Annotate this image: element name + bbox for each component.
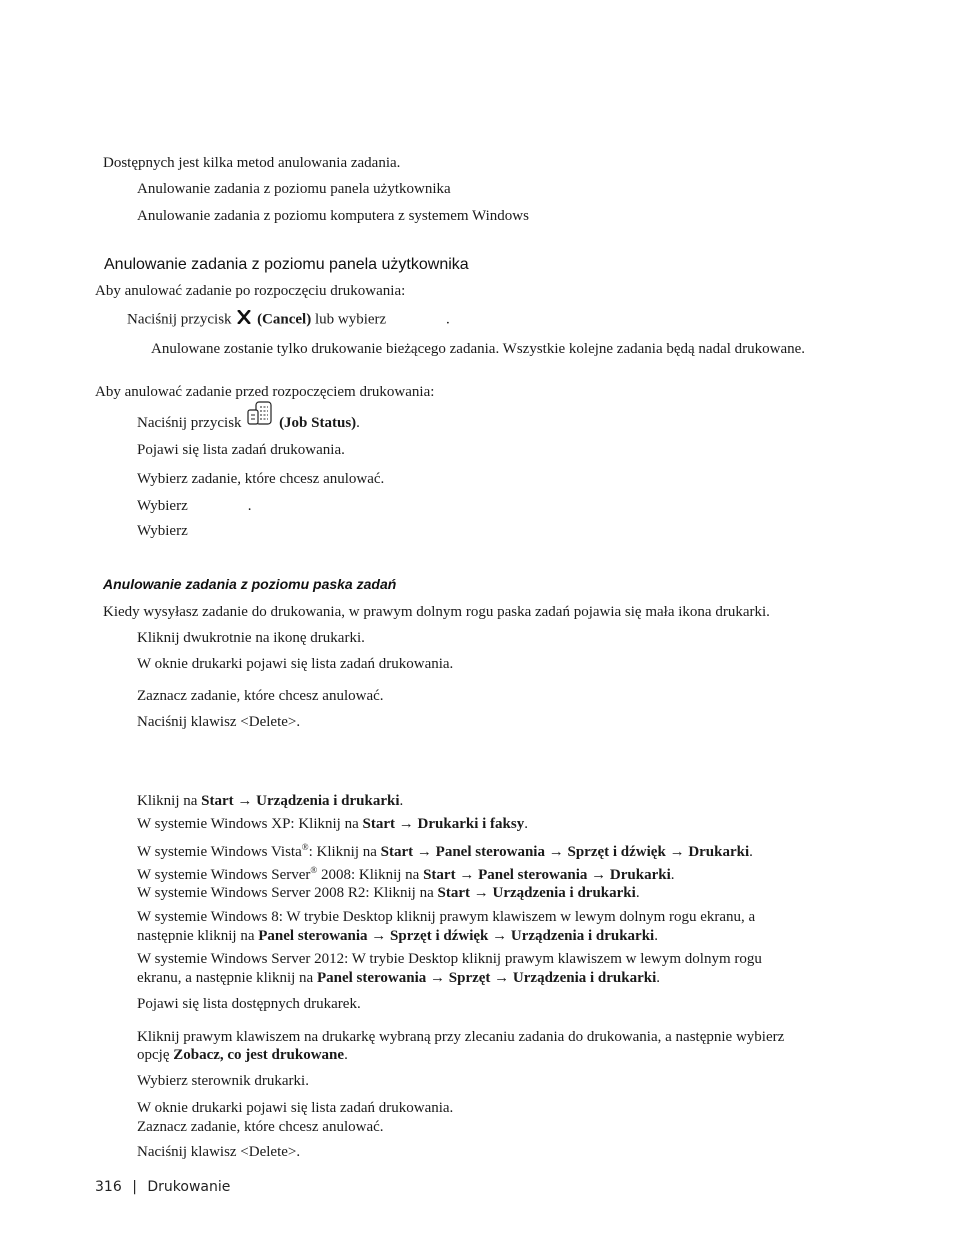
select-job-step-2: Zaznacz zadanie, które chcesz anulować. bbox=[137, 1119, 384, 1135]
winxp-step: W systemie Windows XP: Kliknij na Start → Drukarki i faksy. bbox=[137, 816, 528, 832]
job-status-step-end: . bbox=[356, 415, 360, 431]
before-print-lead: Aby anulować zadanie przed rozpoczęciem drukowania: bbox=[95, 384, 435, 400]
cancel-step-end: . bbox=[445, 311, 450, 328]
job-status-step bbox=[137, 414, 360, 433]
server2012-step-line-1: W systemie Windows Server 2012: W trybie Desktop kliknij prawym klawiszem w lewym dolnym rogu bbox=[137, 951, 762, 967]
select-confirm-step: Wybierz bbox=[137, 523, 188, 539]
select-job-step: Wybierz zadanie, które chcesz anulować. bbox=[137, 471, 385, 487]
taskbar-step-1-result: W oknie drukarki pojawi się lista zadań drukowania. bbox=[137, 656, 454, 672]
cancel-step-post: lub wybierz bbox=[314, 311, 387, 328]
vista-step: W systemie Windows Vista®: Kliknij na Start → Panel sterowania → Sprzęt i dźwięk → Drukarki. bbox=[137, 842, 753, 860]
job-status-step-pre: Naciśnij przycisk bbox=[137, 415, 242, 431]
section-heading-panel: Anulowanie zadania z poziomu panela użytkownika bbox=[104, 256, 469, 273]
cancel-step bbox=[127, 310, 450, 330]
printer-list-result: Pojawi się lista dostępnych drukarek. bbox=[137, 996, 361, 1012]
right-click-step-line-2: opcję Zobacz, co jest drukowane. bbox=[137, 1047, 348, 1063]
job-status-icon bbox=[245, 401, 275, 433]
win8-step-line-2: następnie kliknij na Panel sterowania → Sprzęt i dźwięk → Urządzenia i drukarki. bbox=[137, 928, 658, 944]
section-heading-taskbar: Anulowanie zadania z poziomu paska zadań bbox=[103, 576, 397, 592]
cancel-note: Anulowane zostanie tylko drukowanie bieżącego zadania. Wszystkie kolejne zadania będą nadal drukowane. bbox=[151, 341, 806, 357]
right-click-step-line-1: Kliknij prawym klawiszem na drukarkę wybraną przy zlecaniu zadania do drukowania, a następnie wybierz bbox=[137, 1029, 785, 1045]
job-status-button-label: (Job Status) bbox=[279, 415, 357, 431]
footer-separator: | bbox=[132, 1179, 137, 1195]
server2008-step: W systemie Windows Server® 2008: Kliknij na Start → Panel sterowania → Drukarki. bbox=[137, 865, 675, 883]
intro-text: Dostępnych jest kilka metod anulowania zadania. bbox=[103, 155, 401, 171]
select-driver-step: Wybierz sterownik drukarki. bbox=[137, 1073, 309, 1089]
cancel-step-pre: Naciśnij przycisk bbox=[127, 311, 232, 328]
cancel-button-label: (Cancel) bbox=[257, 311, 312, 328]
job-list-result: Pojawi się lista zadań drukowania. bbox=[137, 442, 345, 458]
taskbar-lead: Kiedy wysyłasz zadanie do drukowania, w prawym dolnym rogu paska zadań pojawia się mała ikona drukarki. bbox=[103, 604, 770, 620]
chapter-title: Drukowanie bbox=[147, 1179, 231, 1195]
intro-item-panel: Anulowanie zadania z poziomu panela użytkownika bbox=[137, 181, 451, 197]
taskbar-step-3: Naciśnij klawisz <Delete>. bbox=[137, 714, 301, 730]
select-option-step: Wybierz . bbox=[137, 498, 252, 514]
taskbar-step-1: Kliknij dwukrotnie na ikonę drukarki. bbox=[137, 630, 365, 646]
select-driver-result: W oknie drukarki pojawi się lista zadań drukowania. bbox=[137, 1100, 454, 1116]
win7-step: Kliknij na Start → Urządzenia i drukarki. bbox=[137, 793, 404, 809]
cancel-x-icon bbox=[237, 310, 251, 330]
win8-step-line-1: W systemie Windows 8: W trybie Desktop kliknij prawym klawiszem w lewym dolnym rogu ekranu, a bbox=[137, 909, 756, 925]
page-number: 316 bbox=[95, 1179, 122, 1195]
during-print-lead: Aby anulować zadanie po rozpoczęciu drukowania: bbox=[95, 283, 406, 299]
server2012-step-line-2: ekranu, a następnie kliknij na Panel sterowania → Sprzęt → Urządzenia i drukarki. bbox=[137, 970, 661, 986]
intro-item-windows: Anulowanie zadania z poziomu komputera z systemem Windows bbox=[137, 208, 529, 224]
server2008r2-step: W systemie Windows Server 2008 R2: Kliknij na Start → Urządzenia i drukarki. bbox=[137, 885, 640, 901]
taskbar-step-2: Zaznacz zadanie, które chcesz anulować. bbox=[137, 688, 384, 704]
page-footer bbox=[95, 1178, 230, 1196]
delete-key-step: Naciśnij klawisz <Delete>. bbox=[137, 1144, 301, 1160]
